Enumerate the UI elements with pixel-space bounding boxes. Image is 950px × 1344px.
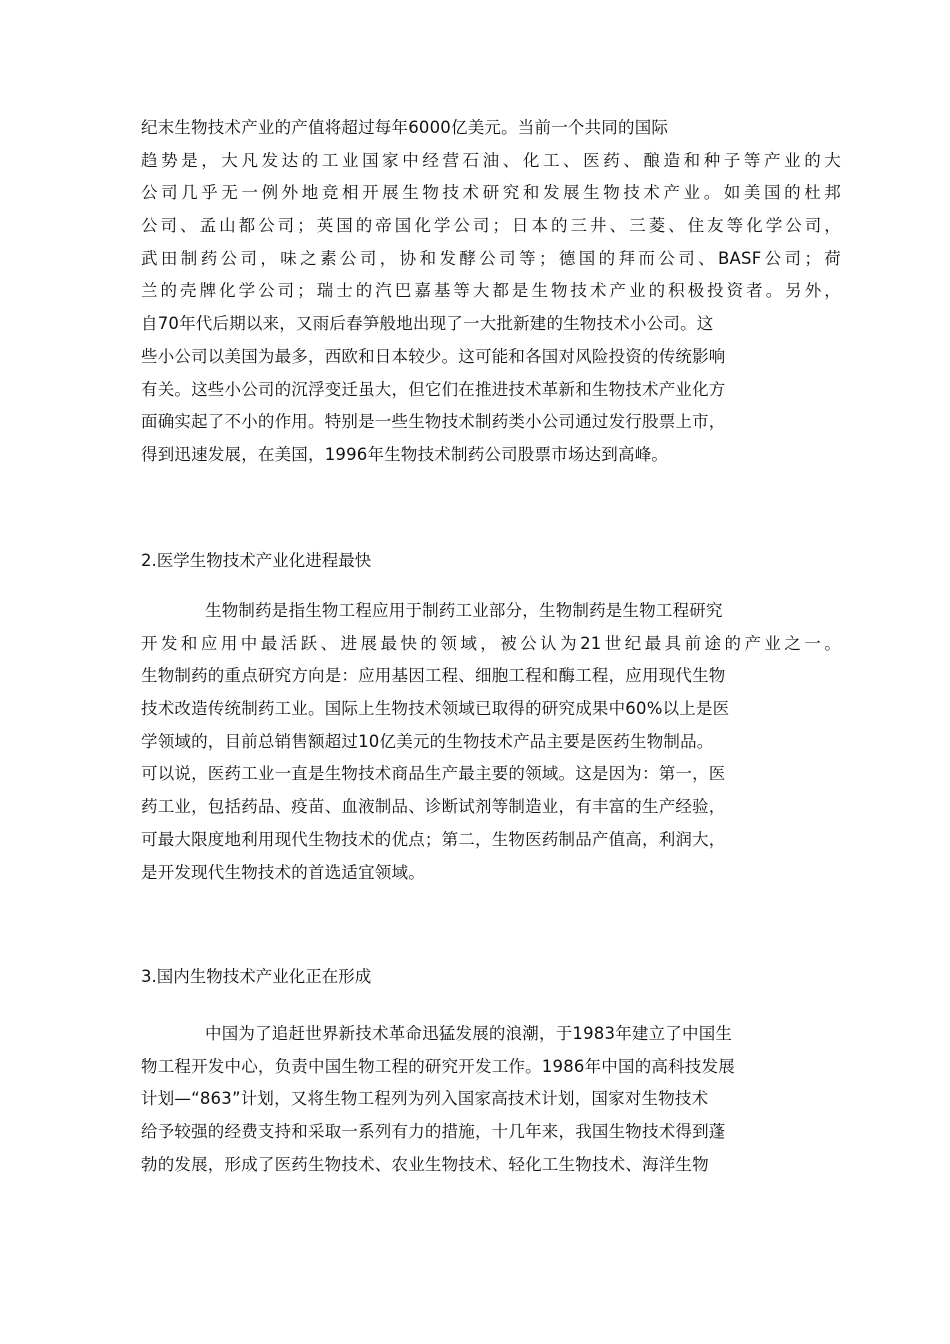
text-line: 得到迅速发展，在美国，1996年生物技术制药公司股票市场达到高峰。 bbox=[141, 444, 669, 464]
paragraph-companies bbox=[141, 112, 841, 472]
text-line: 兰的壳牌化学公司；瑞士的汽巴嘉基等大都是生物技术产业的积极投资者。另外， bbox=[141, 281, 841, 301]
text-line: 生物制药的重点研究方向是：应用基因工程、细胞工程和酶工程，应用现代生物 bbox=[141, 666, 726, 686]
text-line: 公司、孟山都公司；英国的帝国化学公司；日本的三井、三菱、住友等化学公司， bbox=[141, 216, 841, 236]
section-heading-domestic: 3.国内生物技术产业化正在形成 bbox=[141, 967, 372, 986]
text-line: 学领域的，目前总销售额超过10亿美元的生物技术产品主要是医药生物制品。 bbox=[141, 731, 714, 751]
text-line: 纪末生物技术产业的产值将超过每年6000亿美元。当前一个共同的国际 bbox=[141, 118, 669, 137]
paragraph-medical bbox=[141, 595, 841, 889]
text-line: 有关。这些小公司的沉浮变迁虽大，但它们在推进技术革新和生物技术产业化方 bbox=[141, 379, 726, 399]
text-line: 些小公司以美国为最多，西欧和日本较少。这可能和各国对风险投资的传统影响 bbox=[141, 346, 726, 366]
text-line: 开发和应用中最活跃、进展最快的领域，被公认为21世纪最具前途的产业之一。 bbox=[141, 633, 841, 653]
text-line: 可最大限度地利用现代生物技术的优点；第二，生物医药制品产值高，利润大， bbox=[141, 829, 726, 849]
section-heading-medical: 2.医学生物技术产业化进程最快 bbox=[141, 551, 372, 570]
text-line: 药工业，包括药品、疫苗、血液制品、诊断试剂等制造业，有丰富的生产经验， bbox=[141, 797, 726, 817]
text-line: 趋势是，大凡发达的工业国家中经营石油、化工、医药、酿造和种子等产业的大 bbox=[141, 150, 841, 170]
text-line: 武田制药公司，味之素公司，协和发酵公司等；德国的拜而公司、BASF公司；荷 bbox=[141, 248, 841, 268]
text-line: 计划—“863”计划，又将生物工程列为列入国家高技术计划，国家对生物技术 bbox=[141, 1089, 709, 1109]
text-line: 中国为了追赶世界新技术革命迅猛发展的浪潮，于1983年建立了中国生 bbox=[205, 1024, 733, 1043]
text-line: 是开发现代生物技术的首选适宜领域。 bbox=[141, 862, 425, 882]
text-line: 勃的发展，形成了医药生物技术、农业生物技术、轻化工生物技术、海洋生物 bbox=[141, 1154, 709, 1174]
text-line: 技术改造传统制药工业。国际上生物技术领域已取得的研究成果中60%以上是医 bbox=[141, 699, 730, 719]
text-line: 生物制药是指生物工程应用于制药工业部分，生物制药是生物工程研究 bbox=[205, 601, 723, 620]
text-line: 物工程开发中心，负责中国生物工程的研究开发工作。1986年中国的高科技发展 bbox=[141, 1056, 735, 1076]
text-line: 面确实起了不小的作用。特别是一些生物技术制药类小公司通过发行股票上市， bbox=[141, 412, 726, 432]
paragraph-domestic bbox=[141, 1018, 841, 1181]
text-line: 给予较强的经费支持和采取一系列有力的措施，十几年来，我国生物技术得到蓬 bbox=[141, 1122, 726, 1142]
text-line: 公司几乎无一例外地竞相开展生物技术研究和发展生物技术产业。如美国的杜邦 bbox=[141, 183, 841, 203]
text-line: 自70年代后期以来，又雨后春笋般地出现了一大批新建的生物技术小公司。这 bbox=[141, 314, 714, 334]
text-line: 可以说，医药工业一直是生物技术商品生产最主要的领域。这是因为：第一，医 bbox=[141, 764, 726, 784]
